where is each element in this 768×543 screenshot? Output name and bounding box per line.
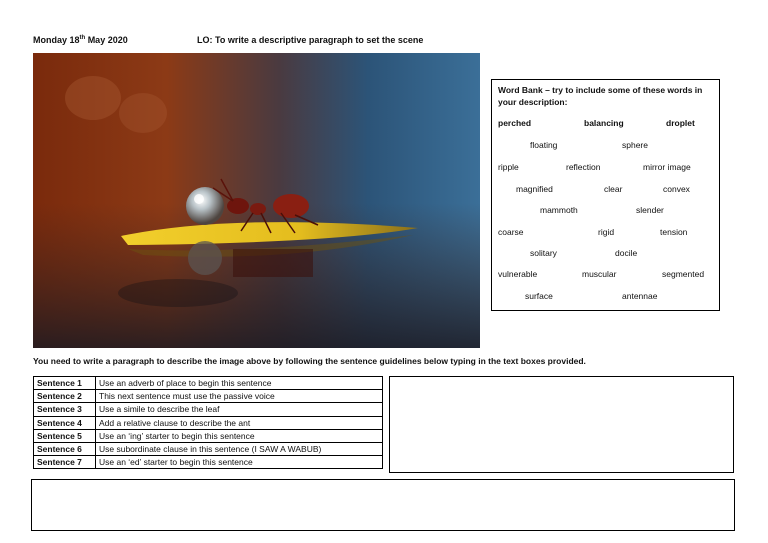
table-row: [34, 403, 383, 416]
word: vulnerable: [498, 269, 538, 279]
word: muscular: [582, 269, 617, 279]
word: tension: [660, 227, 688, 237]
sentence-label: Sentence 2: [34, 390, 96, 403]
sentence-label: Sentence 3: [34, 403, 96, 416]
sentence-label: Sentence 5: [34, 429, 96, 442]
word: sphere: [622, 140, 648, 150]
word: mirror image: [643, 162, 691, 172]
word: rigid: [598, 227, 615, 237]
word: reflection: [566, 162, 601, 172]
word-bank-title: Word Bank – try to include some of these words in your description:: [498, 85, 703, 107]
sentence-label: Sentence 6: [34, 442, 96, 455]
word: solitary: [530, 248, 557, 258]
word: segmented: [662, 269, 705, 279]
learning-objective: LO: To write a descriptive paragraph to set the scene: [197, 35, 424, 45]
word: mammoth: [540, 205, 578, 215]
ant-droplet-photo: [33, 53, 480, 348]
sentence-guideline: Add a relative clause to describe the ant: [96, 416, 383, 429]
word: clear: [604, 184, 623, 194]
sentence-guideline: Use an ‘ed’ starter to begin this sentence: [96, 456, 383, 469]
sentence-label: Sentence 1: [34, 377, 96, 390]
word: ripple: [498, 162, 519, 172]
table-row: [34, 377, 383, 390]
sentence-guideline: Use an ‘ing’ starter to begin this sentence: [96, 429, 383, 442]
word: droplet: [666, 118, 695, 128]
word: coarse: [498, 227, 524, 237]
sentence-guideline: This next sentence must use the passive voice: [96, 390, 383, 403]
word: surface: [525, 291, 553, 301]
word: antennae: [622, 291, 658, 301]
sentence-label: Sentence 7: [34, 456, 96, 469]
table-row: [34, 390, 383, 403]
word: magnified: [516, 184, 553, 194]
sentence-guideline: Use a simile to describe the leaf: [96, 403, 383, 416]
answer-text-box-right[interactable]: [389, 376, 734, 473]
water-droplet: [186, 187, 224, 225]
word: slender: [636, 205, 664, 215]
word: perched: [498, 118, 532, 128]
word-bank: [491, 79, 720, 311]
table-row: [34, 456, 383, 469]
answer-text-box-bottom[interactable]: [31, 479, 735, 531]
word: convex: [663, 184, 690, 194]
word: floating: [530, 140, 558, 150]
sentence-guidelines-table: [33, 376, 383, 469]
word: docile: [615, 248, 638, 258]
table-row: [34, 442, 383, 455]
sentence-label: Sentence 4: [34, 416, 96, 429]
sentence-guideline: Use subordinate clause in this sentence (I SAW A WABUB): [96, 442, 383, 455]
date-heading: Monday 18th May 2020: [33, 35, 128, 45]
word: balancing: [584, 118, 624, 128]
table-row: [34, 429, 383, 442]
sentence-guideline: Use an adverb of place to begin this sentence: [96, 377, 383, 390]
instruction-text: You need to write a paragraph to describe the image above by following the sentence guidelines below typing in the text boxes provided.: [33, 356, 586, 366]
table-row: [34, 416, 383, 429]
